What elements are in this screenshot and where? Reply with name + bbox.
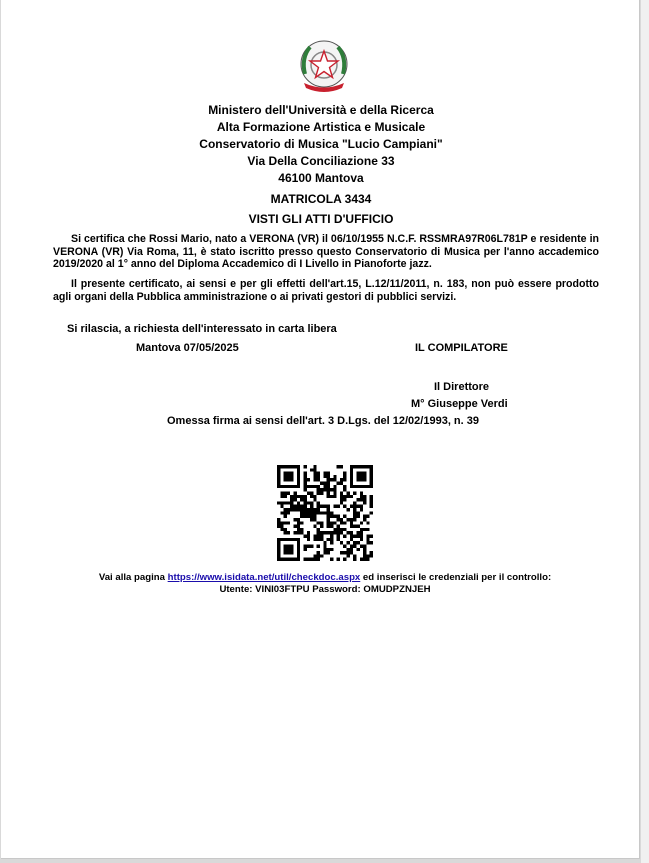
verification-qr-code — [277, 465, 373, 561]
verification-suffix: ed inserisci le credenziali per il controllo: — [360, 572, 552, 583]
address-city: 46100 Mantova — [278, 171, 364, 185]
italian-republic-emblem — [298, 38, 350, 94]
certification-paragraph: Si certifica che Rossi Mario, nato a VERONA (VR) il 06/10/1955 N.C.F. RSSMRA97R06L781P e residente in VERONA (VR) Via Roma, 11, è stato iscritto presso questo Conservatorio di Musica per l'anno accademico 2019/2020 al 1° anno del Diploma Accademico di I Livello in Pianoforte jazz. — [53, 233, 599, 270]
verification-prefix: Vai alla pagina — [98, 572, 168, 583]
legal-notice-paragraph: Il presente certificato, ai sensi e per gli effetti dell'art.15, L.12/11/2011, n. 183, non può essere prodotto agli organi della Pubblica amministrazione o ai privati gestori di pubblici servizi. — [53, 278, 599, 303]
institution-type: Alta Formazione Artistica e Musicale — [216, 120, 426, 134]
qr-modules — [277, 465, 373, 561]
place-date: Mantova 07/05/2025 — [136, 342, 239, 354]
address-street: Via Della Conciliazione 33 — [247, 154, 395, 168]
matricola-number: MATRICOLA 3434 — [270, 192, 372, 206]
verification-credentials: Utente: VINI03FTPU Password: OMUDPZNJEH — [219, 584, 431, 595]
director-name: M° Giuseppe Verdi — [411, 398, 508, 410]
visti-heading: VISTI GLI ATTI D'UFFICIO — [248, 212, 394, 226]
director-title: Il Direttore — [434, 381, 490, 393]
verification-instructions — [1, 572, 649, 584]
compiler-label: IL COMPILATORE — [415, 342, 508, 354]
document-page — [1, 0, 640, 859]
signature-omitted-note: Omessa firma ai sensi dell'art. 3 D.Lgs. del 12/02/1993, n. 39 — [167, 415, 479, 427]
issuance-statement: Si rilascia, a richiesta dell'interessato in carta libera — [67, 323, 337, 335]
scrollbar-track[interactable] — [641, 0, 649, 863]
verification-link[interactable]: https://www.isidata.net/util/checkdoc.aspx — [167, 572, 361, 583]
conservatory-name: Conservatorio di Musica "Lucio Campiani" — [199, 137, 443, 151]
ministry-name: Ministero dell'Università e della Ricerca — [208, 103, 434, 117]
